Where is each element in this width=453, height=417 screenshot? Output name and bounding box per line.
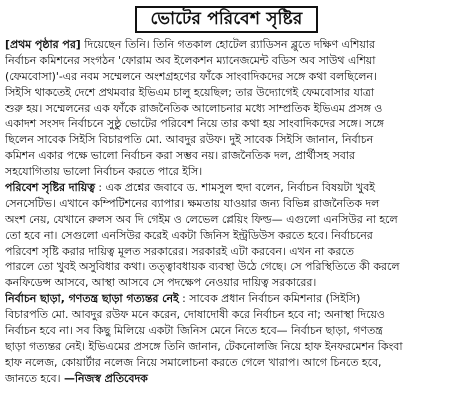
article-line: পারলে তো খুবই অসুবিধার কথা। তত্ত্বাবধায়ক ব্যবস্থা উঠে গেছে। সে পরিস্থিতিতে কী করলে	[5, 260, 400, 274]
headline-box	[5, 6, 448, 33]
article-line: নির্বাচন কমিশনের সংগঠন 'ফোরাম অব ইলেকশন ম্যানেজমেন্ট বডিস অব সাউথ এশিয়া	[5, 53, 376, 67]
subheading: পরিবেশ সৃষ্টির দায়িত্ব	[5, 181, 95, 195]
article-line: [প্রথম পৃষ্ঠার পর] দিয়েছেন তিনি। তিনি গতকাল হোটেল র‍্যাডিসন ব্লুতে দক্ষিণ এশিয়ার	[5, 38, 375, 51]
article-line: কমিশন একার পক্ষে ভালো নির্বাচন করা সম্ভব নয়। রাজনৈতিক দল, প্রার্থীসহ সবার	[5, 149, 355, 163]
article-line: জানতে হবে। —নিজস্ব প্রতিবেদক	[5, 371, 148, 385]
article-line: কনফিডেন্স আসবে, আস্থা আসবে সে পদক্ষেপ নেওয়ার দায়িত্ব সরকারের।	[5, 276, 317, 290]
article-line: হাফ নলেজ, কোয়ার্টার নলেজ নিয়ে সমালোচনা করতে গেলে খারাপ। আগে চিনতে হবে,	[5, 355, 382, 369]
article-body	[5, 37, 448, 387]
subheading: নির্বাচন ছাড়া, গণতন্ত্র ছাড়া গত্যন্তর নেই	[5, 292, 179, 306]
continuation-label: [প্রথম পৃষ্ঠার পর]	[5, 38, 81, 51]
article-line: পরিবেশ সৃষ্টির দায়িত্ব : এক প্রশ্নের জবাবে ড. শামসুল হুদা বলেন, নির্বাচন বিষয়টা খুবই	[5, 181, 375, 195]
article-line: ছিলেন সাবেক সিইসি বিচারপতি মো. আবদুর রউফ। দুই সাবেক সিইসি জানান, নির্বাচন	[5, 133, 374, 147]
article-line: সিইসি থাকতেই দেশে প্রথমবার ইভিএম চালু হয়েছিল; তার উদ্যোগেই ফেমবোসার যাত্রা	[5, 85, 375, 99]
article-line: পরিবেশ সৃষ্টি করার দায়িত্ব মূলত সরকারের। সরকারই এটা করবেন। এখন না করতে	[5, 244, 354, 258]
article-line: অংশ নেয়, যেখানে রুলস অব দি গেইম ও লেভেল প্লেয়িং ফিল্ড— এগুলো এনসিউর না হলে	[5, 212, 398, 226]
byline: —নিজস্ব প্রতিবেদক	[63, 371, 148, 385]
article-line: নির্বাচন ছাড়া, গণতন্ত্র ছাড়া গত্যন্তর নেই : সাবেক প্রধান নির্বাচন কমিশনার (সিইসি)	[5, 292, 361, 306]
headline: ভোটের পরিবেশ সৃষ্টির	[135, 6, 319, 33]
article-line: বিচারপতি মো. আবদুর রউফ মনে করেন, দোষাদোষী করে নির্বাচন হবে না; অনাস্থা দিয়েও	[5, 308, 385, 322]
article-line: সেনসেটিভ। এখানে কম্পিটিশনের ব্যাপার। ক্ষমতায় যাওয়ার জন্য বিভিন্ন রাজনৈতিক দল	[5, 196, 380, 210]
article-line: (ফেমবোসা)'-এর নবম সম্মেলনে অংশগ্রহণের ফাঁকে সাংবাদিকদের সঙ্গে কথা বলছিলেন।	[5, 69, 377, 83]
article-line: সহযোগিতায় ভালো নির্বাচন করতে পারে ইসি।	[5, 165, 203, 179]
article-line: শুরু হয়। সম্মেলনের এক ফাঁকে রাজনৈতিক আলোচনার মধ্যে সাম্প্রতিক ইভিএম প্রসঙ্গ ও	[5, 101, 383, 115]
article-line: ছাড়া গত্যন্তর নেই। ইভিএমের প্রসঙ্গে তিনি জানান, টেকনোলজি নিয়ে হাফ ইনফরমেশন কিংবা	[5, 339, 403, 353]
article-line: তো হবে না। সেগুলো এনসিউর করেই একটা জিনিস ইন্ট্রডিউস করতে হবে। নির্বাচনের	[5, 228, 373, 242]
article-line: নির্বাচন হবে না। সব কিছু মিলিয়ে একটা জিনিস মেনে নিতে হবে— নির্বাচন ছাড়া, গণতন্ত্র	[5, 324, 383, 338]
article-line: একাদশ সংসদ নির্বাচনে সুষ্ঠু ভোটের পরিবেশ নিয়ে তার কথা হয় সাংবাদিকদের সঙ্গে। সঙ্গে	[5, 117, 384, 131]
